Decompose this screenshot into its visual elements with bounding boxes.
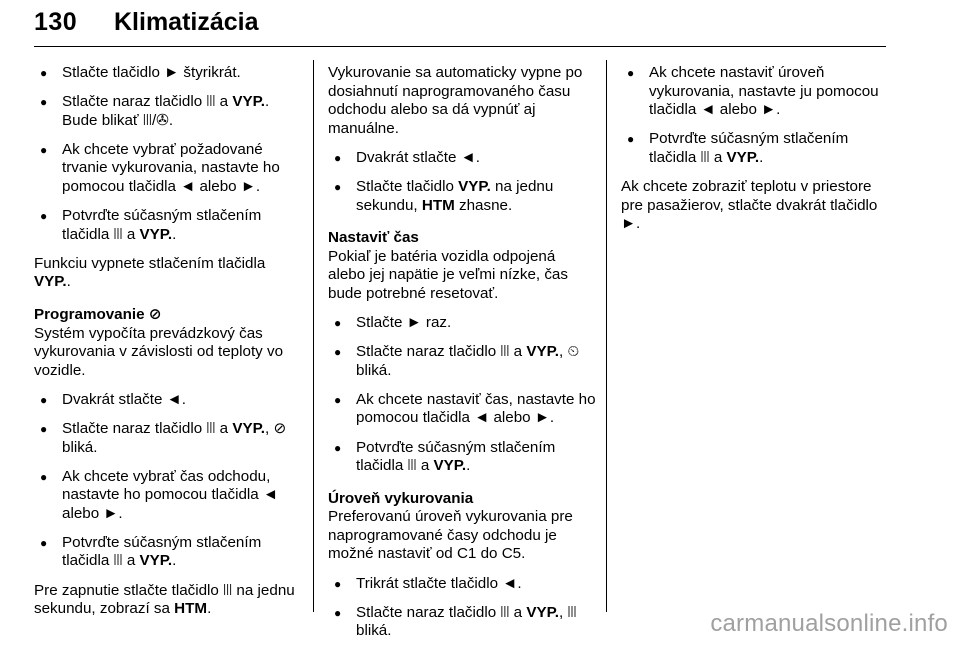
- page-number: 130: [34, 8, 78, 36]
- column-3: [621, 64, 889, 248]
- list-item: ● Dvakrát stlačte ◄.: [328, 149, 596, 168]
- list-item: ● Stlačte naraz tlačidlo ꔖ a VYP., ⏲ bliká.: [328, 343, 596, 380]
- list-item: ● Potvrďte súčasným stlačením tlačidla ꔖ a VYP..: [621, 130, 889, 167]
- column-divider-2: [606, 60, 607, 612]
- chapter-title: Klimatizácia: [114, 8, 259, 36]
- paragraph: Pokiaľ je batéria vozidla odpojená alebo jej napätie je veľmi nízke, čas bude potrebné resetovať.: [328, 247, 568, 302]
- list-item: ● Ak chcete vybrať čas odchodu, nastavte ho pomocou tlačidla ◄ alebo ►.: [34, 468, 302, 524]
- list-item: ● Ak chcete nastaviť úroveň vykurovania, nastavte ju pomocou tlačidla ◄ alebo ►.: [621, 64, 889, 120]
- column-1: [34, 64, 302, 633]
- section-heading-heating-level: Úroveň vykurovania: [328, 489, 474, 507]
- page-header: [34, 6, 886, 50]
- site-watermark: carmanualsonline.info: [710, 610, 948, 637]
- list-item: ● Stlačte tlačidlo ► štyrikrát.: [34, 64, 302, 83]
- paragraph: Systém vypočíta prevádzkový čas vykurovania v závislosti od teploty vo vozidle.: [34, 324, 284, 379]
- list-item: ● Stlačte naraz tlačidlo ꔖ a VYP., ⊘ bliká.: [34, 420, 302, 457]
- list-item: ● Potvrďte súčasným stlačením tlačidla ꔖ a VYP..: [34, 534, 302, 571]
- list-item: ● Stlačte ► raz.: [328, 314, 596, 333]
- paragraph: Preferovanú úroveň vykurovania pre naprogramované časy odchodu je možné nastaviť od C1 do C5.: [328, 508, 573, 563]
- list-item: ● Ak chcete vybrať požadované trvanie vykurovania, nastavte ho pomocou tlačidla ◄ alebo ►.: [34, 141, 302, 197]
- column-divider-1: [313, 60, 314, 612]
- column-2: [328, 64, 596, 651]
- paragraph: Vykurovanie sa automaticky vypne po dosiahnutí naprogramovaného času odchodu alebo sa dá vypnúť aj manuálne.: [328, 64, 583, 137]
- paragraph: Pre zapnutie stlačte tlačidlo ꔖ na jednu sekundu, zobrazí sa HTM.: [34, 581, 295, 618]
- paragraph: Ak chcete zobraziť teplotu v priestore pre pasažierov, stlačte dvakrát tlačidlo ►.: [621, 177, 878, 233]
- list-item: ● Potvrďte súčasným stlačením tlačidla ꔖ a VYP..: [328, 439, 596, 476]
- list-item: ● Stlačte naraz tlačidlo ꔖ a VYP.. Bude blikať ꔖ/✇.: [34, 93, 302, 130]
- paragraph: Funkciu vypnete stlačením tlačidla VYP..: [34, 254, 266, 291]
- list-item: ● Ak chcete nastaviť čas, nastavte ho pomocou tlačidla ◄ alebo ►.: [328, 391, 596, 428]
- list-item: ● Stlačte naraz tlačidlo ꔖ a VYP., ꔖ bliká.: [328, 604, 596, 641]
- section-heading-programming: Programovanie ⊘: [34, 305, 162, 323]
- list-item: ● Dvakrát stlačte ◄.: [34, 391, 302, 410]
- list-item: ● Trikrát stlačte tlačidlo ◄.: [328, 575, 596, 594]
- list-item: ● Potvrďte súčasným stlačením tlačidla ꔖ a VYP..: [34, 207, 302, 244]
- header-rule: [34, 46, 886, 47]
- list-item: ● Stlačte tlačidlo VYP. na jednu sekundu, HTM zhasne.: [328, 178, 596, 215]
- section-heading-set-time: Nastaviť čas: [328, 229, 419, 247]
